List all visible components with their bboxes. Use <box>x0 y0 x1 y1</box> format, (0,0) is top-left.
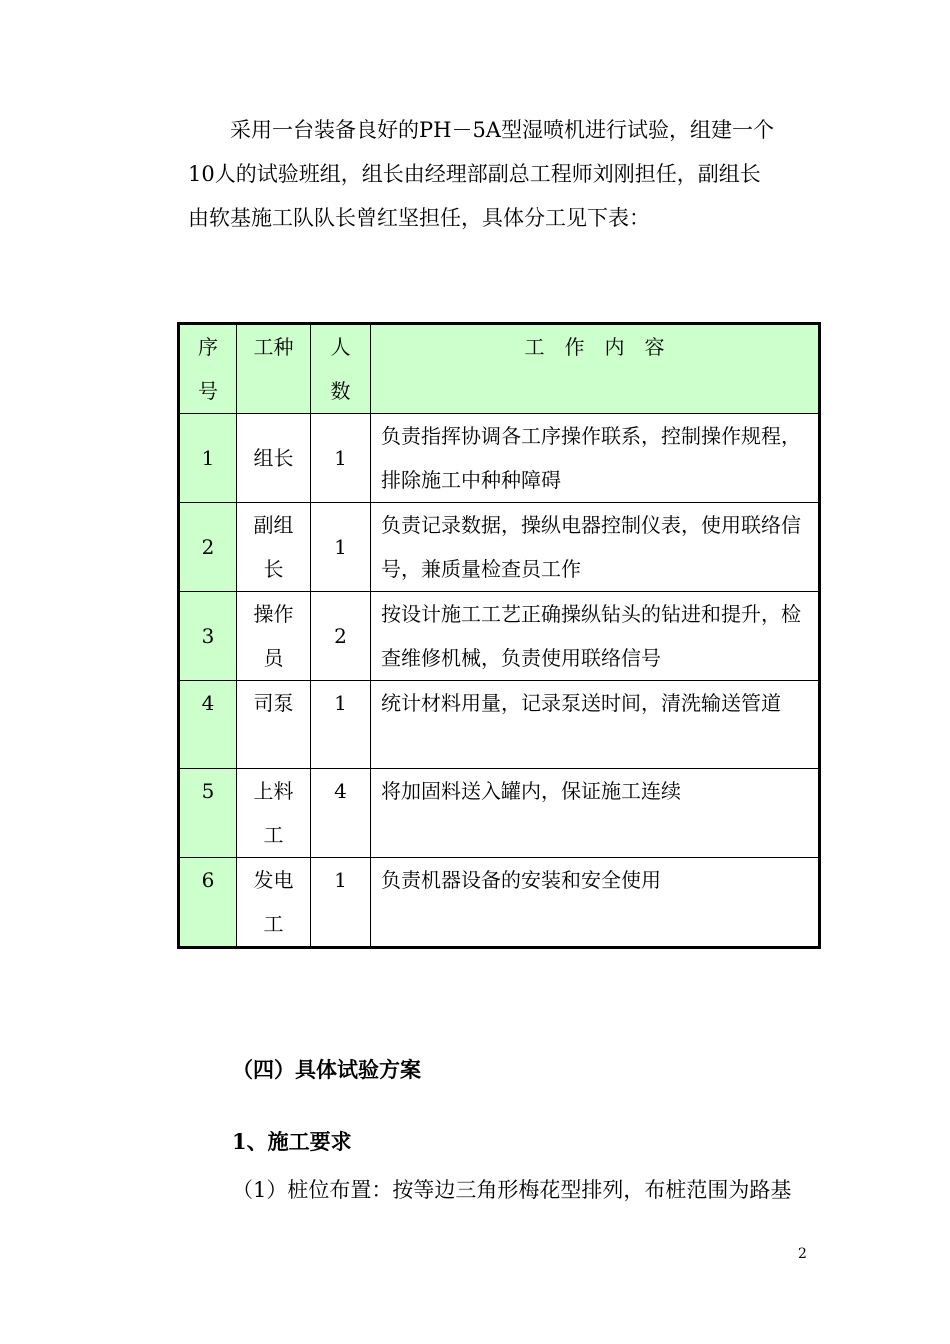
division-of-labor-table <box>177 322 821 949</box>
row-count: 1 <box>311 681 371 769</box>
intro-line-3: 由软基施工队队长曾红坚担任，具体分工见下表： <box>188 206 650 230</box>
intro-paragraph <box>188 108 812 240</box>
last-paragraph <box>232 1168 832 1212</box>
intro-line-1: 采用一台装备良好的PH－5A型湿喷机进行试验，组建一个 <box>230 118 774 142</box>
row-desc: 将加固料送入罐内，保证施工连续 <box>371 769 820 858</box>
row-num: 5 <box>179 769 237 858</box>
row-desc: 负责指挥协调各工序操作联系，控制操作规程，排除施工中种种障碍 <box>371 414 820 503</box>
row-type: 操作员 <box>237 592 311 681</box>
row-desc: 统计材料用量，记录泵送时间，清洗输送管道 <box>371 681 820 769</box>
header-type: 工种 <box>237 324 311 414</box>
intro-line-2: 10人的试验班组，组长由经理部副总工程师刘刚担任，副组长 <box>188 162 761 186</box>
row-count: 4 <box>311 769 371 858</box>
table-row <box>179 503 820 592</box>
table-header-row <box>179 324 820 414</box>
row-num: 3 <box>179 592 237 681</box>
row-count: 1 <box>311 414 371 503</box>
table-row <box>179 592 820 681</box>
row-type: 司泵 <box>237 681 311 769</box>
row-desc: 按设计施工工艺正确操纵钻头的钻进和提升，检查维修机械，负责使用联络信号 <box>371 592 820 681</box>
header-content: 工 作 内 容 <box>371 324 820 414</box>
row-type: 副组长 <box>237 503 311 592</box>
row-num: 2 <box>179 503 237 592</box>
row-count: 2 <box>311 592 371 681</box>
row-type: 组长 <box>237 414 311 503</box>
table-row <box>179 681 820 769</box>
row-desc: 负责机器设备的安装和安全使用 <box>371 858 820 948</box>
row-count: 1 <box>311 503 371 592</box>
table-row <box>179 858 820 948</box>
row-num: 4 <box>179 681 237 769</box>
row-count: 1 <box>311 858 371 948</box>
row-desc: 负责记录数据，操纵电器控制仪表，使用联络信号，兼质量检查员工作 <box>371 503 820 592</box>
subsection-heading: 1、施工要求 <box>232 1129 352 1154</box>
header-count: 人数 <box>311 324 371 414</box>
row-num: 1 <box>179 414 237 503</box>
row-type: 上料工 <box>237 769 311 858</box>
section-heading: （四）具体试验方案 <box>232 1057 421 1082</box>
row-num: 6 <box>179 858 237 948</box>
table-row <box>179 414 820 503</box>
header-num: 序号 <box>179 324 237 414</box>
row-type: 发电工 <box>237 858 311 948</box>
table-row <box>179 769 820 858</box>
last-line: （1）桩位布置：按等边三角形梅花型排列，布桩范围为路基 <box>232 1178 792 1202</box>
page-number: 2 <box>798 1246 807 1262</box>
